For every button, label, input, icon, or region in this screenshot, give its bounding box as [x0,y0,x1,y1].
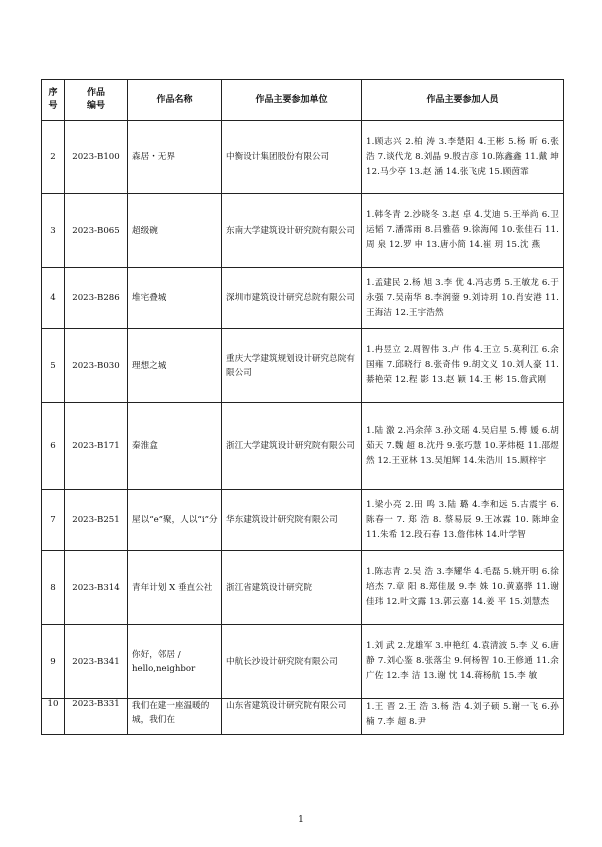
table-row [42,268,564,329]
cell-people: 1.冉昱立 2.周智伟 3.卢 伟 4.王立 5.莫利江 6.余国雍 7.邱晓行 8.张奇伟 9.胡文义 10.刘人豪 11.綦艳荣 12.程 影 13.赵 颖 14.王 彬 15.詹武刚 [362,329,564,403]
cell-work-name: 森居・无界 [128,121,222,194]
cell-unit: 浙江省建筑设计研究院 [222,551,362,625]
cell-number: 10 [42,699,65,735]
page-number: 1 [298,815,304,825]
cell-unit: 中衡设计集团股份有限公司 [222,121,362,194]
table-header-row [42,80,564,121]
cell-work-name: 你好，邻居 / hello,neighbor [128,625,222,699]
cell-number: 6 [42,403,65,490]
cell-unit: 浙江大学建筑设计研究院有限公司 [222,403,362,490]
cell-number: 4 [42,268,65,329]
table-row [42,403,564,490]
cell-work-id: 2023-B065 [65,194,128,268]
cell-people: 1.陆 激 2.冯余萍 3.孙文瑶 4.吴启星 5.傅 媛 6.胡茹天 7.魏 超 8.沈丹 9.张巧慧 10.茅炜梃 11.邵煜然 12.王亚林 13.吴旭辉 14.朱浩川 15.顾梓宇 [362,403,564,490]
cell-unit: 深圳市建筑设计研究总院有限公司 [222,268,362,329]
cell-unit: 华东建筑设计研究院有限公司 [222,490,362,551]
cell-work-id: 2023-B341 [65,625,128,699]
cell-people: 1.韩冬青 2.沙晓冬 3.赵 卓 4.艾迪 5.王举尚 6.卫运韬 7.潘霈雨 8.吕雅蓓 9.徐海闻 10.张佳石 11.周 泉 12.罗 申 13.唐小简 14.崔 玥 15.沈 燕 [362,194,564,268]
cell-people: 1.孟建民 2.杨 旭 3.李 优 4.冯志勇 5.王敏龙 6.于永强 7.吴南华 8.李润蓥 9.刘诗玥 10.肖安港 11.王海洁 12.王宇浩然 [362,268,564,329]
cell-work-id: 2023-B100 [65,121,128,194]
cell-number: 2 [42,121,65,194]
header-num: 序号 [42,80,65,121]
cell-work-id: 2023-B331 [65,699,128,735]
cell-number: 9 [42,625,65,699]
table-row [42,490,564,551]
cell-work-name: 我们在建一座温暖的城，我们在 [128,699,222,735]
cell-work-name: 青年计划 X 垂直公社 [128,551,222,625]
cell-work-name: 堆宅叠城 [128,268,222,329]
cell-number: 3 [42,194,65,268]
cell-work-id: 2023-B251 [65,490,128,551]
header-name: 作品名称 [128,80,222,121]
cell-work-id: 2023-B314 [65,551,128,625]
table-row [42,194,564,268]
table-row [42,551,564,625]
cell-unit: 重庆大学建筑规划设计研究总院有限公司 [222,329,362,403]
cell-work-id: 2023-B171 [65,403,128,490]
cell-number: 8 [42,551,65,625]
cell-work-name: 理想之城 [128,329,222,403]
cell-people: 1.梁小亮 2.田 鸣 3.陆 璐 4.李和远 5.古震宇 6. 陈春一 7. 郑 浩 8. 蔡易辰 9.王冰霖 10. 陈坤金 11.朱希 12.段石春 13.詹伟林 14.叶学智 [362,490,564,551]
table-row [42,699,564,735]
table-row [42,625,564,699]
cell-people: 1.顾志兴 2.柏 涛 3.李楚阳 4.王彬 5.杨 昕 6.张 浩 7.谈代龙 8.刘晶 9.殷吉彦 10.陈鑫鑫 11.戴 坤 12.马少亭 13.赵 涵 14.张飞虎 15.顾茵霏 [362,121,564,194]
cell-work-name: 超级碗 [128,194,222,268]
cell-people: 1.王 晋 2.王 浩 3.杨 浩 4.刘子硕 5.谢一飞 6.孙 楠 7.李 超 8.尹 [362,699,564,735]
header-unit: 作品主要参加单位 [222,80,362,121]
cell-work-id: 2023-B030 [65,329,128,403]
cell-number: 7 [42,490,65,551]
cell-number: 5 [42,329,65,403]
awards-table [41,79,564,735]
cell-work-name: 秦淮盒 [128,403,222,490]
header-id: 作品编号 [65,80,128,121]
cell-work-name: 屋以“e”聚，人以“i”分 [128,490,222,551]
cell-unit: 山东省建筑设计研究院有限公司 [222,699,362,735]
cell-people: 1.刘 武 2.龙雄军 3.申艳红 4.袁清波 5.李 义 6.唐 静 7.刘心鉴 8.张落尘 9.何杨智 10.王修通 11.余广佐 12.李 洁 13.谢 忱 14.蒋杨航 15.李 敏 [362,625,564,699]
table-row [42,121,564,194]
cell-work-id: 2023-B286 [65,268,128,329]
cell-unit: 东南大学建筑设计研究院有限公司 [222,194,362,268]
table-row [42,329,564,403]
header-people: 作品主要参加人员 [362,80,564,121]
cell-unit: 中航长沙设计研究院有限公司 [222,625,362,699]
cell-people: 1.陈志青 2.吴 浩 3.李耀华 4.毛磊 5.姚开明 6.徐培杰 7.章 阳 8.郑佳晟 9.李 姝 10.黄嘉骅 11.谢佳玮 12.叶文露 13.郭云嘉 14.姜 平 15.刘慧杰 [362,551,564,625]
